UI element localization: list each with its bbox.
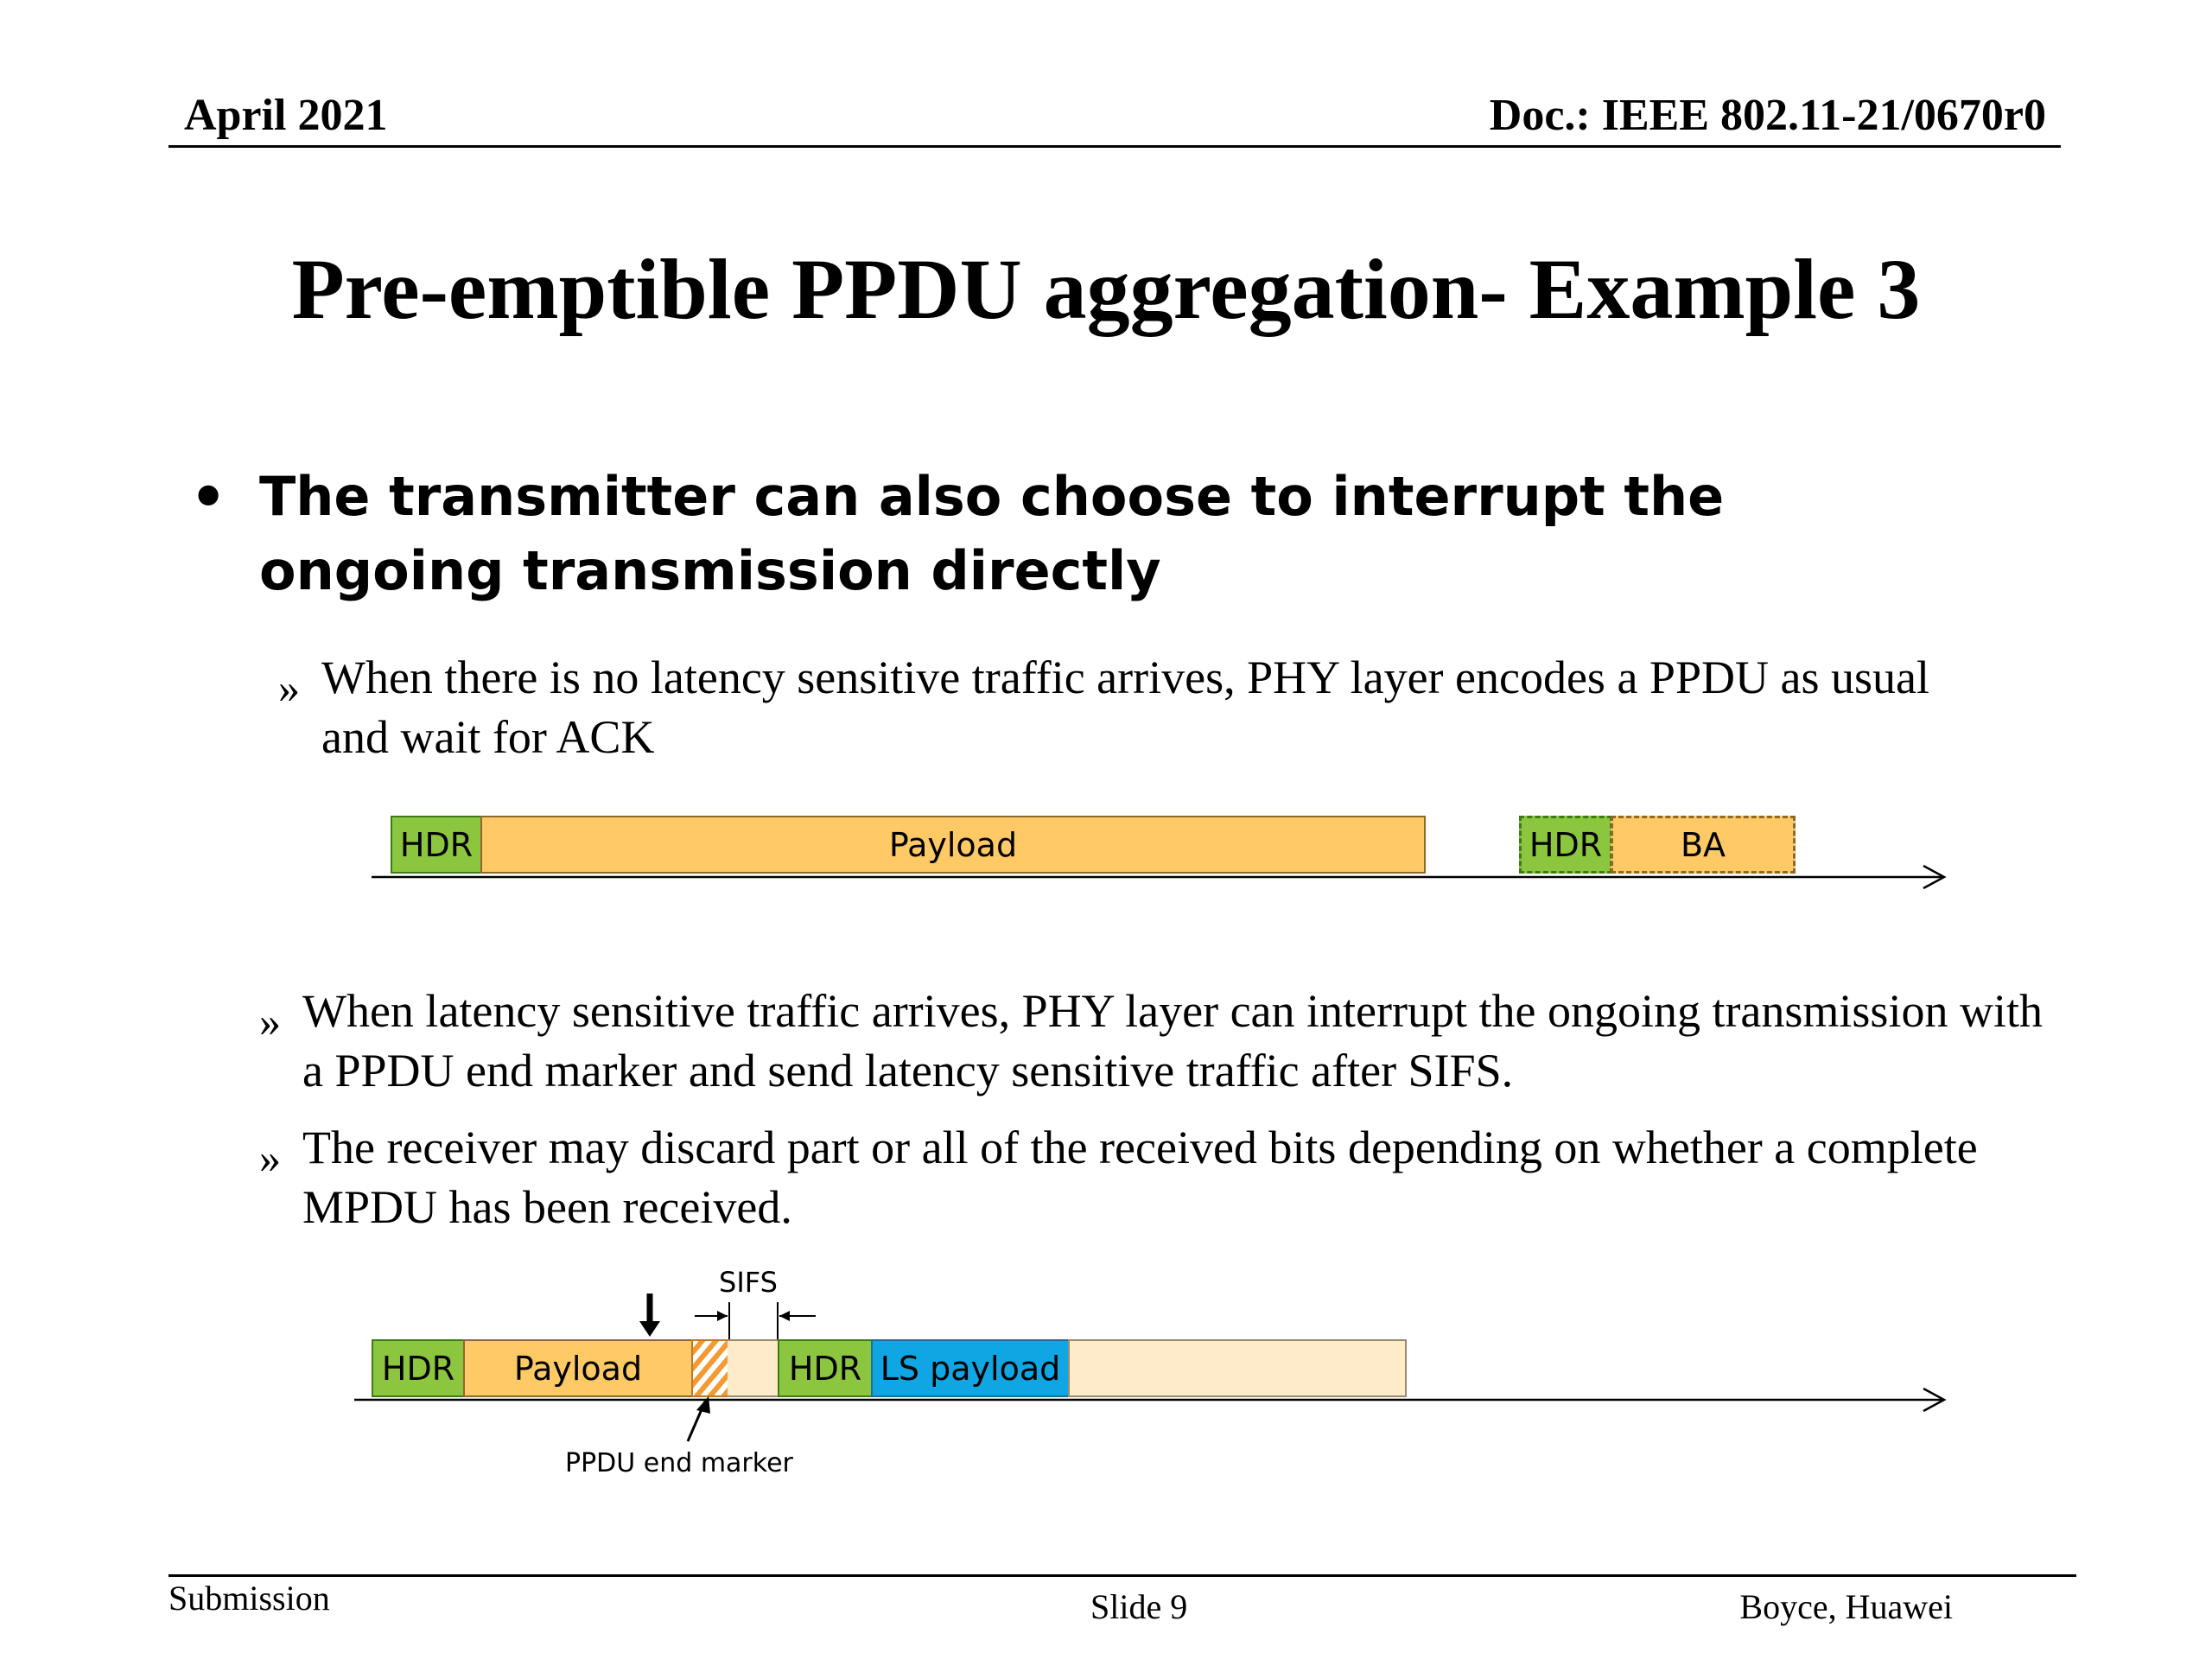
- header-date: April 2021: [184, 91, 388, 140]
- hdr-block: HDR: [372, 1339, 465, 1397]
- bullet-text: The transmitter can also choose to interrupt the ongoing transmission directly: [259, 465, 1725, 602]
- ppdu-end-marker-label: PPDU end marker: [565, 1448, 793, 1478]
- sub-bullet-text-2: When latency sensitive traffic arrives, PHY layer can interrupt the ongoing transmission with a PPDU end marker and send latency sensitive traffic after SIFS.: [302, 985, 2043, 1096]
- footer-slide-number: Slide 9: [1090, 1587, 1188, 1626]
- sub-bullet-text-1: When there is no latency sensitive traffic arrives, PHY layer encodes a PPDU as usual and wait for ACK: [321, 652, 1929, 763]
- footer-submission: Submission: [168, 1579, 330, 1618]
- footer-author: Boyce, Huawei: [1739, 1587, 1953, 1626]
- sub-bullet-text-3: The receiver may discard part or all of the received bits depending on whether a complete MPDU has been received.: [302, 1122, 1978, 1233]
- hdr-block: HDR: [391, 816, 482, 874]
- ba-hdr-block: HDR: [1519, 816, 1612, 874]
- ls-payload-block: LS payload: [871, 1339, 1070, 1397]
- payload-block: Payload: [463, 1339, 693, 1397]
- payload-block: Payload: [480, 816, 1426, 874]
- ls-hdr-block: HDR: [778, 1339, 873, 1397]
- ba-block: BA: [1611, 816, 1796, 874]
- sub-bullet-marker-2: »: [259, 997, 281, 1046]
- footer-rule: [168, 1574, 2076, 1577]
- sifs-markers: [622, 1292, 830, 1344]
- header-rule: [168, 145, 2061, 148]
- sub-bullet-marker-3: »: [259, 1134, 281, 1182]
- slide-title: Pre-emptible PPDU aggregation- Example 3: [291, 241, 1921, 337]
- time-axis-arrow-1: [363, 855, 1953, 899]
- bullet-marker: •: [190, 464, 227, 531]
- header-doc-number: Doc.: IEEE 802.11-21/0670r0: [1489, 91, 2046, 140]
- sifs-label: SIFS: [719, 1266, 778, 1299]
- sub-bullet-marker-1: »: [278, 664, 300, 712]
